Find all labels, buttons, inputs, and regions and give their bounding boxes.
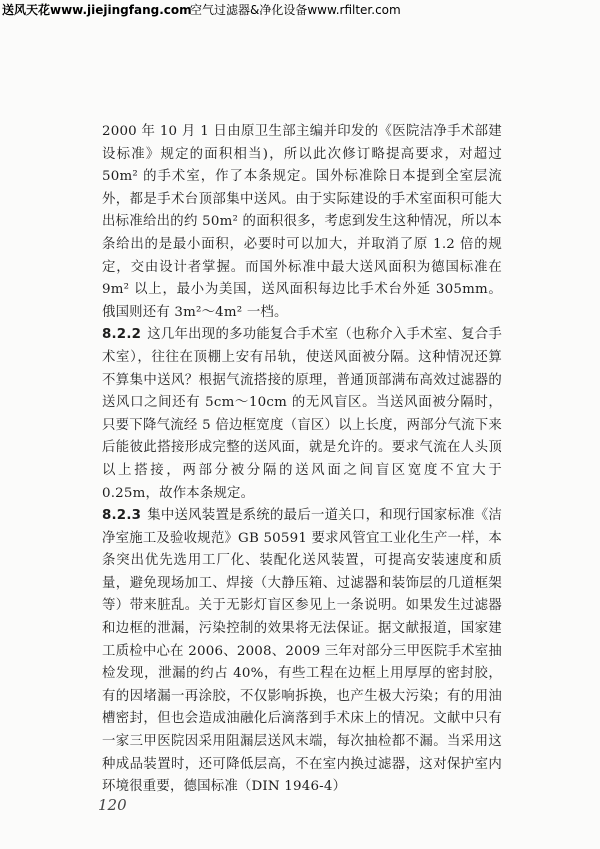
watermark-left-text: 送风天花www.jiejingfang.com [2, 3, 192, 17]
clause-text: 集中送风装置是系统的最后一道关口，和现行国家标准《洁净室施工及验收规范》GB 50591 要求风管宜工业化生产一样，本条突出优先选用工厂化、装配化送风装置，可提高安装速度和质量，避免现场加工、焊接（大静压箱、过滤器和装饰层的几道框架等）带来脏乱。关于无影灯盲区参见上一条说明。如果发生过滤器和边框的泄漏，污染控制的效果将无法保证。据文献报道，国家建工质检中心在 2006、2008、2009 三年对部分三甲医院手术室抽检发现，泄漏的约占 40%，有些工程在边框上用厚厚的密封胶，有的因堵漏一再涂胶，不仅影响拆换，也产生极大污染；有的用油槽密封，但也会造成油融化后滴落到手术床上的情况。文献中只有一家三甲医院因采用阻漏层送风末端，每次抽检都不漏。当采用这种成品装置时，还可降低层高，不在室内换过滤器，这对保护室内环境很重要，德国标准（DIN 1946-4） [102, 508, 502, 795]
watermark-right-text: 空气过滤器&净化设备www.rfilter.com [190, 3, 401, 17]
clause-number: 8.2.2 [102, 327, 142, 343]
clause-8-2-3 [102, 505, 502, 799]
clause-text: 这几年出现的多功能复合手术室（也称介入手术室、复合手术室），往往在顶棚上安有吊轨，使送风面被分隔。这种情况还算不算集中送风？根据气流搭接的原理，普通顶部满布高效过滤器的送风口之间还有 5cm～10cm 的无风盲区。当送风面被分隔时，只要下降气流经 5 倍边框宽度（盲区）以上长度，两部分气流下来后能彼此搭接形成完整的送风面，就是允许的。要求气流在人头顶以上搭接，两部分被分隔的送风面之间盲区宽度不宜大于 0.25m，故作本条规定。 [102, 327, 502, 501]
paragraph-continuation: 2000 年 10 月 1 日由原卫生部主编并印发的《医院洁净手术部建设标准》规定的面积相当)，所以此次修订略提高要求，对超过 50m² 的手术室，作了本条规定。国外标准除日本提到全室层流外，都是手术台顶部集中送风。由于实际建设的手术室面积可能大出标准给出的约 50m² 的面积很多，考虑到发生这种情况，所以本条给出的是最小面积，必要时可以加大，并取消了原 1.2 倍的规定，交由设计者掌握。而国外标准中最大送风面积为德国标准在 9m² 以上，最小为美国，送风面积每边比手术台外延 305mm。俄国则还有 3m²～4m² 一档。 [102, 124, 502, 320]
clause-8-2-2 [102, 324, 502, 505]
watermark-header [0, 0, 600, 20]
body-text [102, 121, 502, 799]
page-number: 120 [98, 796, 127, 814]
clause-number: 8.2.3 [102, 508, 142, 524]
